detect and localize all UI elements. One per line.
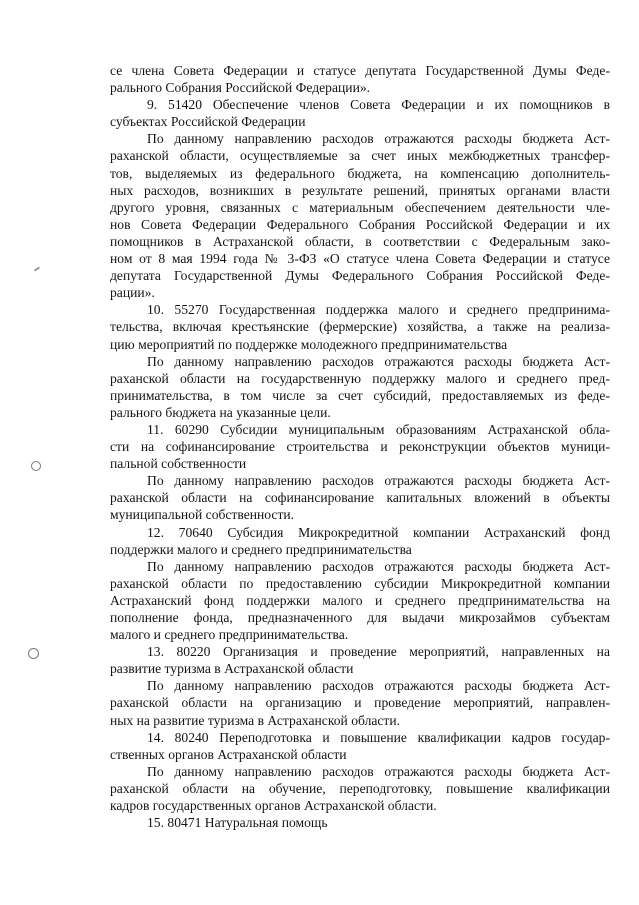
text-line: По данному направлению расходов отражаются расходы бюджета Аст-: [147, 131, 610, 147]
scan-mark: [34, 266, 40, 271]
text-line: 10. 55270 Государственная поддержка малого и среднего предпринима-: [147, 302, 610, 318]
text-line: раханской области на государственную поддержку малого и среднего пред-: [110, 370, 610, 386]
text-line: се члена Совета Федерации и статусе депутата Государственной Думы Феде-: [110, 63, 610, 78]
text-line: раханской области, осуществляемые за счет иных межбюджетных трансфер-: [110, 148, 610, 164]
text-line: 11. 60290 Субсидии муниципальным образованиям Астраханской обла-: [147, 421, 610, 437]
text-line: По данному направлению расходов отражаются расходы бюджета Аст-: [147, 353, 610, 369]
text-line: 15. 80471 Натуральная помощь: [147, 815, 328, 831]
text-line: пополнение фонда, предназначенного для выдачи микрозаймов субъектам: [110, 610, 610, 625]
text-line: тельства, включая крестьянские (фермерские) хозяйства, а также на реализа-: [110, 319, 610, 335]
text-line: раханской области на организацию и проведение мероприятий, направлен-: [110, 695, 610, 711]
text-line: развитие туризма в Астраханской области: [110, 661, 354, 677]
text-line: рального бюджета на указанные цели.: [110, 404, 331, 420]
text-line: По данному направлению расходов отражаются расходы бюджета Аст-: [147, 678, 610, 694]
document-page: [110, 62, 610, 831]
text-line: 9. 51420 Обеспечение членов Совета Федерации и их помощников в: [147, 97, 610, 113]
punch-hole-mark: [28, 648, 39, 659]
text-line: рации».: [110, 285, 155, 301]
text-line: другого уровня, связанных с материальным обеспечением деятельности чле-: [110, 199, 610, 215]
text-line: раханской области на софинансирование капитальных вложений в объекты: [110, 490, 610, 506]
text-line: пальной собственности: [110, 456, 247, 472]
text-line: ственных органов Астраханской области: [110, 746, 347, 762]
text-line: По данному направлению расходов отражаются расходы бюджета Аст-: [147, 763, 610, 779]
text-line: рального Собрания Российской Федерации».: [110, 80, 371, 96]
text-line: цию мероприятий по поддержке молодежного предпринимательства: [110, 336, 508, 352]
text-line: ных на развитие туризма в Астраханской области.: [110, 712, 401, 728]
text-line: раханской области по предоставлению субсидии Микрокредитной компании: [110, 575, 610, 591]
text-line: принимательства, в том числе за счет субсидий, предоставляемых из феде-: [110, 387, 610, 403]
text-line: тов, выделяемых из федерального бюджета, на компенсацию дополнитель-: [110, 165, 610, 181]
text-line: кадров государственных органов Астраханской области.: [110, 798, 437, 814]
text-line: субъектах Российской Федерации: [110, 114, 306, 130]
text-line: сти на софинансирование строительства и реконструкции объектов муници-: [110, 439, 610, 455]
text-line: По данному направлению расходов отражаются расходы бюджета Аст-: [147, 558, 610, 574]
text-line: помощников в Астраханской области, в соответствии с Федеральным зако-: [110, 233, 610, 249]
text-line: раханской области на обучение, переподготовку, повышение квалификации: [110, 780, 610, 796]
text-line: Астраханский фонд поддержки малого и среднего предпринимательства на: [110, 592, 610, 608]
text-line: 12. 70640 Субсидия Микрокредитной компании Астраханский фонд: [147, 524, 610, 540]
text-line: По данному направлению расходов отражаются расходы бюджета Аст-: [147, 473, 610, 489]
text-line: 13. 80220 Организация и проведение мероприятий, направленных на: [147, 644, 610, 660]
text-line: малого и среднего предпринимательства.: [110, 627, 349, 643]
text-line: муниципальной собственности.: [110, 507, 295, 523]
text-line: поддержки малого и среднего предпринимательства: [110, 541, 412, 557]
text-line: депутата Государственной Думы Федерального Собрания Российской Феде-: [110, 268, 610, 284]
text-line: 14. 80240 Переподготовка и повышение квалификации кадров государ-: [147, 729, 610, 745]
punch-hole-mark: [31, 461, 41, 471]
text-line: нов Совета Федерации Федерального Собрания Российской Федерации и их: [110, 216, 610, 232]
text-line: ных расходов, возникших в результате решений, принятых органами власти: [110, 182, 610, 198]
text-line: ном от 8 мая 1994 года № 3-ФЗ «О статусе члена Совета Федерации и статусе: [110, 251, 610, 267]
